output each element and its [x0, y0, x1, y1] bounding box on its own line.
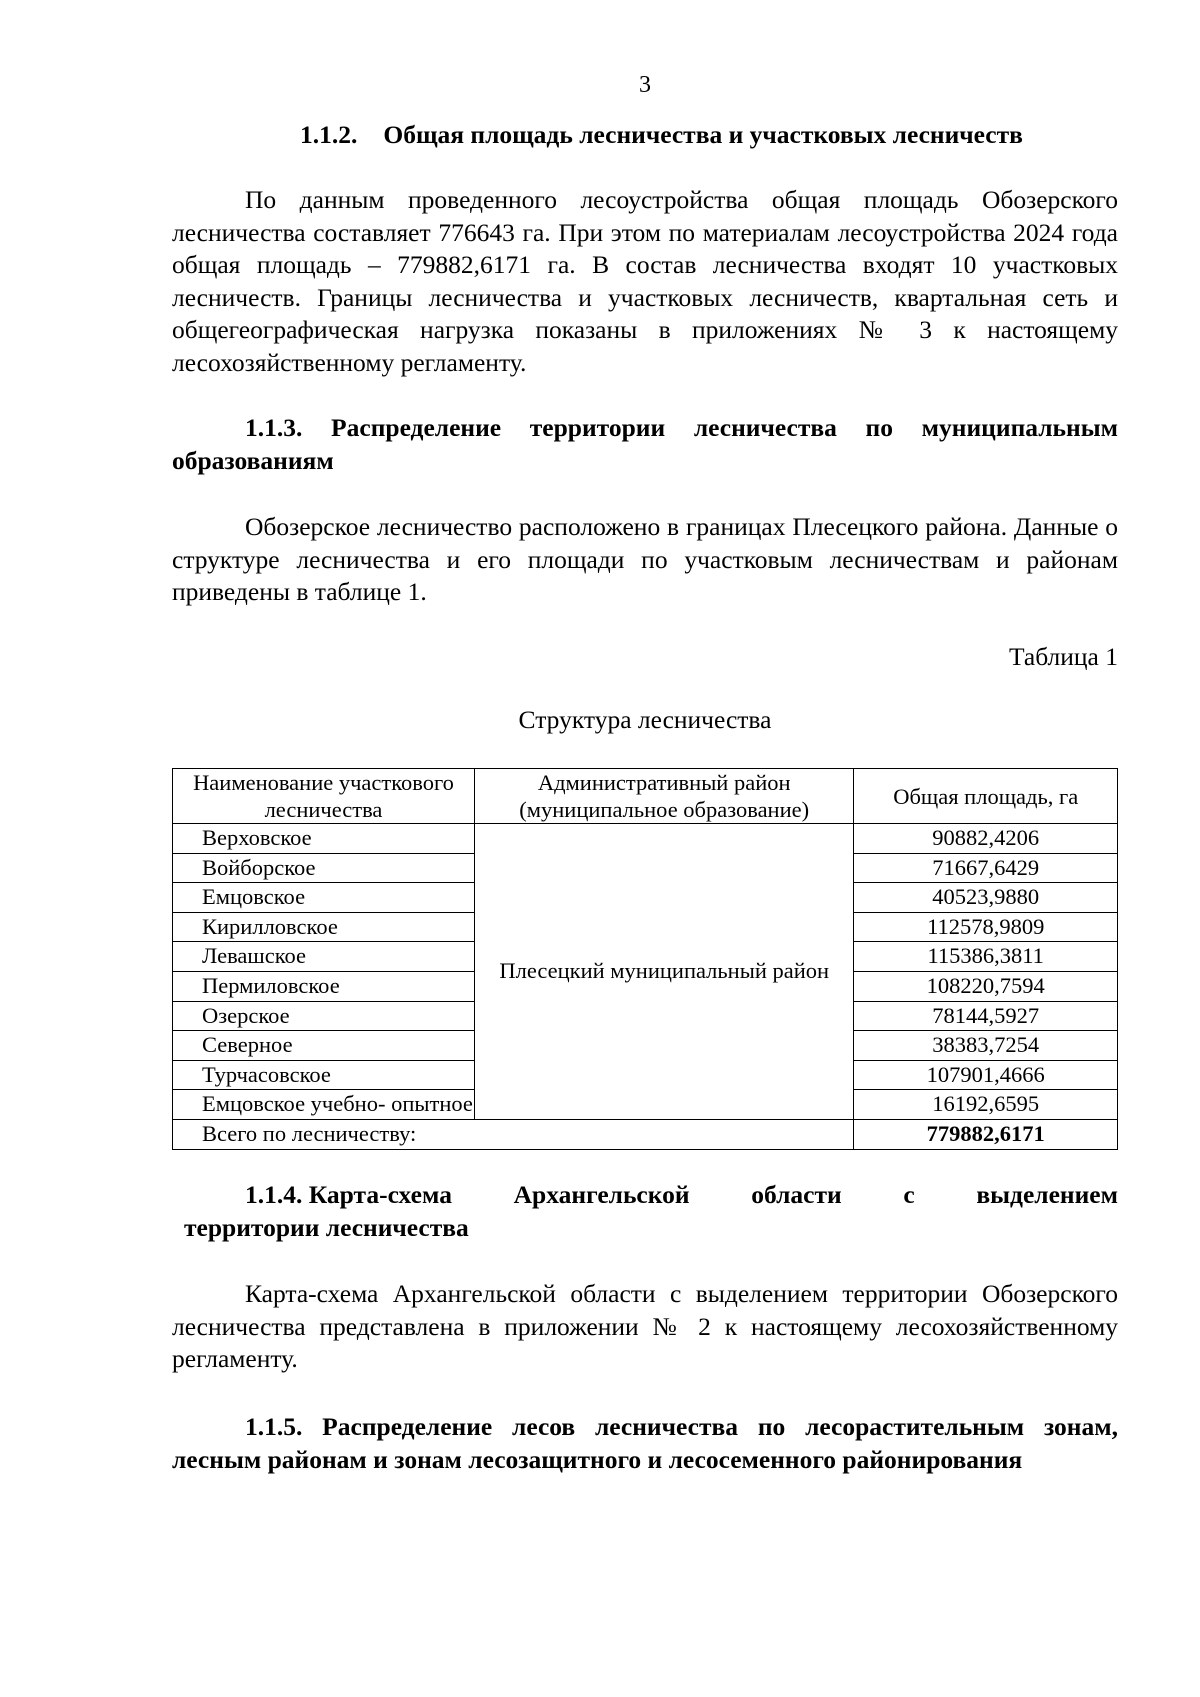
heading-word: выделением	[976, 1180, 1118, 1209]
total-label: Всего по лесничеству:	[173, 1119, 854, 1149]
row-area: 112578,9809	[854, 912, 1118, 942]
section-heading-1-1-4	[184, 1178, 1118, 1244]
row-area: 71667,6429	[854, 853, 1118, 883]
table-row	[173, 824, 1118, 854]
table-total-row	[173, 1119, 1118, 1149]
row-name: Верховское	[173, 824, 475, 854]
heading-line-2: территории лесничества	[184, 1213, 469, 1242]
heading-word: с	[903, 1180, 915, 1209]
row-area: 108220,7594	[854, 971, 1118, 1001]
row-name: Пермиловское	[173, 971, 475, 1001]
district-cell: Плесецкий муниципальный район	[474, 824, 853, 1120]
table-title: Структура лесничества	[518, 705, 772, 734]
section-number: 1.1.2.	[300, 120, 358, 149]
heading-word-text: Карта-схема	[308, 1180, 452, 1209]
paragraph-total-area: По данным проведенного лесоустройства общая площадь Обозерского лесничества составляет 776643 га. При этом по материалам лесоустройства 2024 года общая площадь – 779882,6171 га. В состав лесничества входят 10 участковых лесничеств. Границы лесничества и участковых лесничеств, квартальная сеть и общегеографическая нагрузка показаны в приложениях № 3 к настоящему лесохозяйственному регламенту.	[172, 185, 1118, 377]
row-name: Озерское	[173, 1001, 475, 1031]
header-name: Наименование участкового лесничества	[173, 769, 475, 824]
heading-word: области	[751, 1180, 842, 1209]
header-district: Административный район (муниципальное образование)	[474, 769, 853, 824]
total-area: 779882,6171	[854, 1119, 1118, 1149]
row-name: Емцовское учебно- опытное	[173, 1090, 475, 1120]
heading-word	[245, 1178, 452, 1211]
row-area: 115386,3811	[854, 942, 1118, 972]
row-name: Турчасовское	[173, 1060, 475, 1090]
heading-line	[184, 1178, 1118, 1211]
section-number: 1.1.4.	[245, 1180, 303, 1209]
row-area: 78144,5927	[854, 1001, 1118, 1031]
row-area: 107901,4666	[854, 1060, 1118, 1090]
row-area: 40523,9880	[854, 883, 1118, 913]
section-title: Общая площадь лесничества и участковых лесничеств	[383, 120, 1023, 149]
row-name: Войборское	[173, 853, 475, 883]
section-heading-1-1-5: 1.1.5. Распределение лесов лесничества по лесорастительным зонам, лесным районам и зонам лесозащитного и лесосеменного районирования	[172, 1412, 1118, 1474]
paragraph-distribution: Обозерское лесничество расположено в границах Плесецкого района. Данные о структуре лесничества и его площади по участковым лесничествам и районам приведены в таблице 1.	[172, 512, 1118, 606]
header-area: Общая площадь, га	[854, 769, 1118, 824]
row-area: 90882,4206	[854, 824, 1118, 854]
row-name: Кирилловское	[173, 912, 475, 942]
page-number: 3	[639, 72, 651, 98]
paragraph-map-scheme: Карта-схема Архангельской области с выделением территории Обозерского лесничества представлена в приложении № 2 к настоящему лесохозяйственному регламенту.	[172, 1279, 1118, 1373]
table-label: Таблица 1	[1008, 642, 1118, 671]
row-name: Северное	[173, 1031, 475, 1061]
section-heading-1-1-3: 1.1.3. Распределение территории лесничества по муниципальным образованиям	[172, 413, 1118, 475]
row-area: 38383,7254	[854, 1031, 1118, 1061]
row-area: 16192,6595	[854, 1090, 1118, 1120]
row-name: Емцовское	[173, 883, 475, 913]
section-heading-1-1-2	[300, 118, 1118, 151]
forestry-structure-table	[172, 768, 1118, 1150]
table-header-row	[173, 769, 1118, 824]
row-name: Левашское	[173, 942, 475, 972]
heading-word: Архангельской	[513, 1180, 690, 1209]
